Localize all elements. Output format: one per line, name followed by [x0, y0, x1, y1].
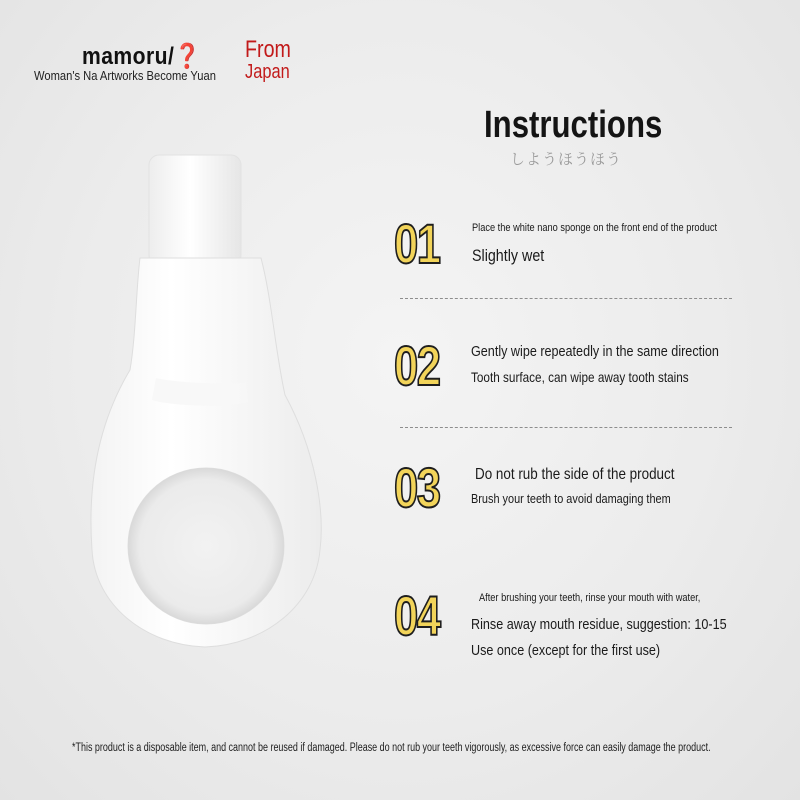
sponge-cap	[149, 155, 241, 265]
step-03-line-2: Brush your teeth to avoid damaging them	[471, 491, 671, 506]
page-subtitle: しようほうほう	[510, 151, 623, 168]
step-04-line-1: After brushing your teeth, rinse your mouth with water,	[479, 592, 701, 604]
step-02-line-2: Tooth surface, can wipe away tooth stains	[471, 369, 689, 385]
step-02-number: 02	[394, 334, 440, 397]
page-title: Instructions	[484, 104, 663, 146]
step-04-number: 04	[394, 584, 440, 647]
brand-tagline: Woman's Na Artworks Become Yuan	[34, 68, 216, 83]
step-04-line-2: Rinse away mouth residue, suggestion: 10-15	[471, 616, 727, 633]
product-image	[60, 150, 350, 690]
divider-1	[400, 298, 732, 299]
step-04-line-3: Use once (except for the first use)	[471, 642, 661, 659]
step-03-number: 03	[394, 456, 440, 519]
brand-logo	[34, 38, 314, 88]
step-03-line-1: Do not rub the side of the product	[475, 466, 675, 483]
step-02-line-1: Gently wipe repeatedly in the same direction	[471, 343, 719, 360]
ring-hole	[128, 468, 284, 624]
step-01-line-2: Slightly wet	[472, 246, 545, 265]
brand-name: mamoru/❓	[82, 43, 202, 70]
brand-japan-text: Japan	[245, 61, 290, 83]
divider-2	[400, 427, 732, 428]
disclaimer-footnote: *This product is a disposable item, and cannot be reused if damaged. Please do not rub your teeth vigorously, as excessive force can easily damage the product.	[72, 742, 711, 754]
brand-from-text: From	[245, 36, 291, 63]
step-01-line-1: Place the white nano sponge on the front end of the product	[472, 222, 718, 234]
step-01-number: 01	[394, 212, 440, 275]
